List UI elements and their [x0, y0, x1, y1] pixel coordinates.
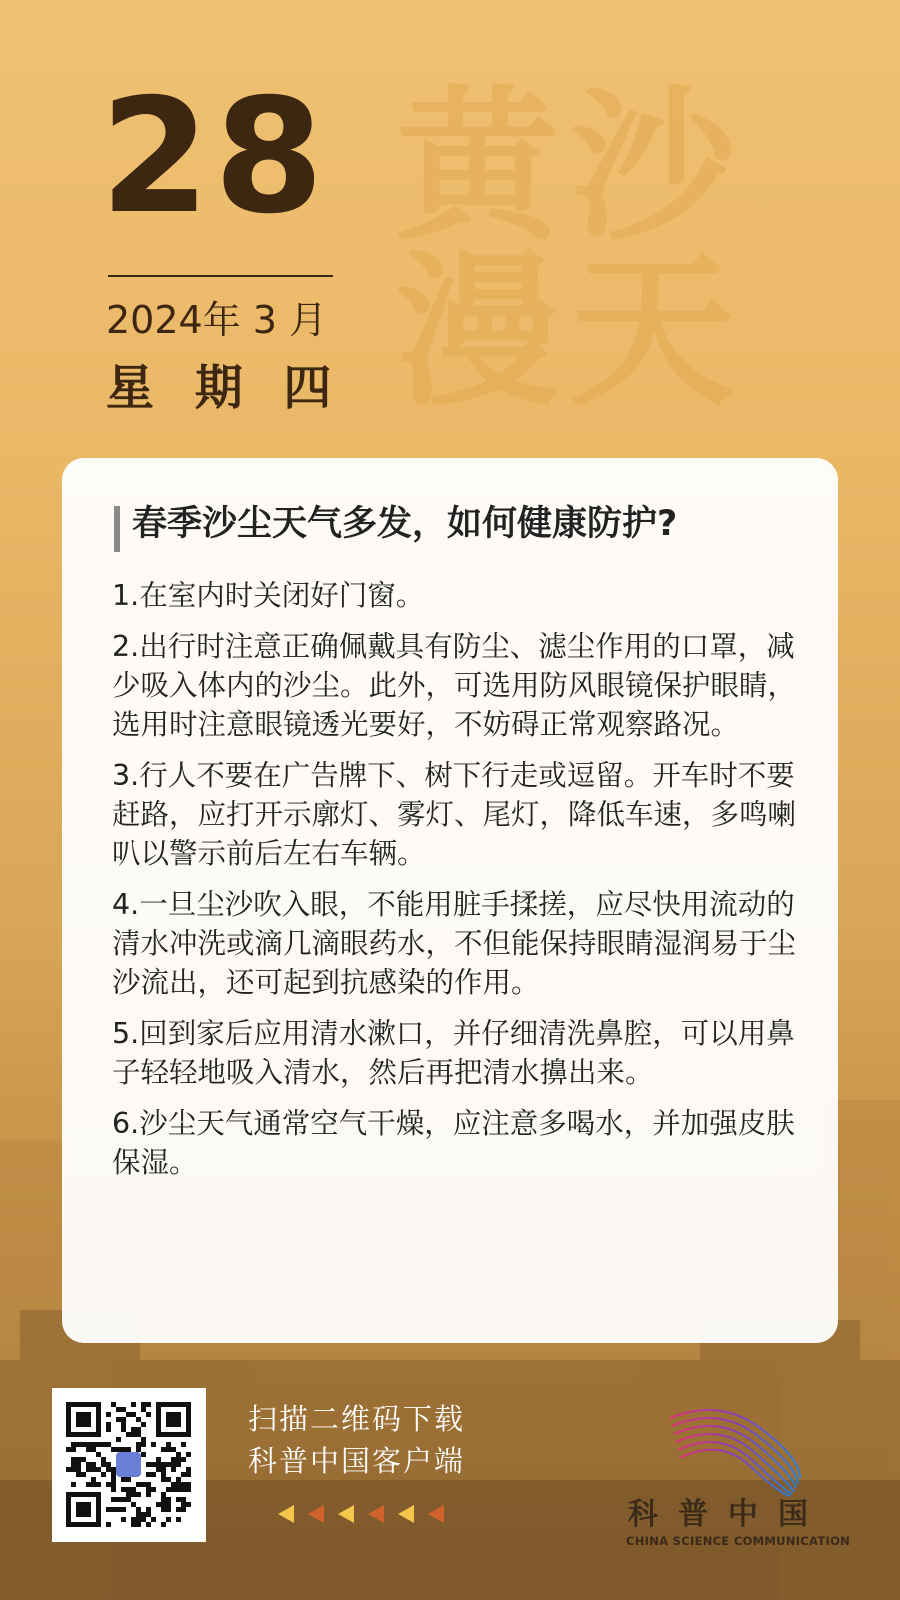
qr-code[interactable]: [52, 1388, 206, 1542]
science-logo-icon: [660, 1398, 810, 1498]
tips-list: [112, 576, 802, 1194]
title-accent-bar: [114, 506, 120, 552]
arrow-left-icon: [398, 1505, 414, 1523]
download-prompt-line: 扫描二维码下载: [248, 1402, 466, 1436]
background-title: [395, 71, 815, 428]
date-divider: [108, 275, 333, 277]
tip-item: 3.行人不要在广告牌下、树下行走或逗留。开车时不要赶路，应打开示廓灯、雾灯、尾灯，降低车速，多鸣喇叭以警示前后左右车辆。: [112, 759, 797, 870]
tip-item: 4.一旦尘沙吹入眼，不能用脏手揉搓，应尽快用流动的清水冲洗或滴几滴眼药水，不但能保持眼睛湿润易于尘沙流出，还可起到抗感染的作用。: [112, 888, 797, 999]
background-title-line: 漫天: [395, 236, 745, 428]
date-year-month: 2024年 3 月: [106, 298, 328, 342]
arrow-left-icon: [368, 1505, 384, 1523]
logo-chinese-name: 科普中国: [628, 1497, 828, 1532]
tip-item: 1.在室内时关闭好门窗。: [112, 579, 425, 612]
tip-item: 6.沙尘天气通常空气干燥，应注意多喝水，并加强皮肤保湿。: [112, 1107, 795, 1179]
date-weekday: 星 期 四: [106, 360, 344, 416]
arrow-decoration: [278, 1505, 444, 1523]
download-prompt-line: 科普中国客户端: [248, 1444, 466, 1478]
arrow-left-icon: [338, 1505, 354, 1523]
arrow-left-icon: [278, 1505, 294, 1523]
arrow-left-icon: [308, 1505, 324, 1523]
logo-english-name: CHINA SCIENCE COMMUNICATION: [626, 1534, 851, 1548]
date-day: 28: [100, 65, 328, 249]
download-prompt: [248, 1398, 465, 1482]
tip-item: 2.出行时注意正确佩戴具有防尘、滤尘作用的口罩，减少吸入体内的沙尘。此外，可选用防风眼镜保护眼睛，选用时注意眼镜透光要好，不妨碍正常观察路况。: [112, 630, 797, 741]
arrow-left-icon: [428, 1505, 444, 1523]
tip-item: 5.回到家后应用清水漱口，并仔细清洗鼻腔，可以用鼻子轻轻地吸入清水，然后再把清水擤出来。: [112, 1017, 795, 1089]
qr-code-icon: [52, 1388, 206, 1542]
tips-card: [62, 458, 838, 1343]
background-title-line: 黄沙: [395, 71, 745, 263]
card-title: 春季沙尘天气多发，如何健康防护?: [132, 504, 678, 544]
